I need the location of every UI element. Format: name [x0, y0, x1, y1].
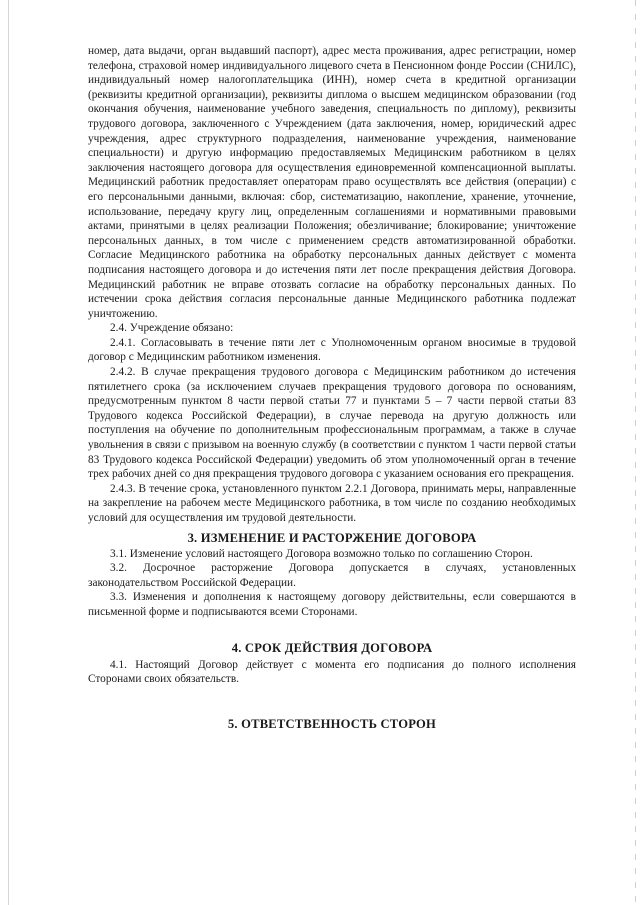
clause-4-1: 4.1. Настоящий Договор действует с момента его подписания до полного исполнения Сторонами своих обязательств. [88, 658, 576, 686]
clause-2-4-1: 2.4.1. Согласовывать в течение пяти лет с Уполномоченным органом вносимые в трудовой договор с Медицинским работником изменения. [88, 336, 576, 364]
clause-2-4: 2.4. Учреждение обязано: [110, 322, 234, 335]
section-5-title: 5. ОТВЕТСТВЕННОСТЬ СТОРОН [227, 716, 437, 731]
scan-edge-left [8, 0, 9, 905]
document-page [88, 44, 576, 732]
clause-2-4-3: 2.4.3. В течение срока, установленного пунктом 2.2.1 Договора, принимать меры, направленные на закрепление на рабочем месте Медицинского работника, в том числе по созданию необходимых условий для осуществления им трудовой деятельности. [88, 482, 576, 524]
section-3-title: 3. ИЗМЕНЕНИЕ И РАСТОРЖЕНИЕ ДОГОВОРА [187, 530, 477, 545]
continuation-paragraph: номер, дата выдачи, орган выдавший паспорт), адрес места проживания, адрес регистрации, номер телефона, страховой номер индивидуального лицевого счета в Пенсионном фонде России (СНИЛС), индивидуальный номер налогоплательщика (ИНН), номер счета в кредитной организации (реквизиты кредитной организации), реквизиты диплома о высшем медицинском образовании (год окончания обучения, наименование учебного заведения, специальность по диплому), реквизиты трудового договора, заключенного с Учреждением (дата заключения, номер, юридический адрес учреждения, адрес структурного подразделения, наименование учреждения, наименование специальности) и другую информацию предоставляемых Медицинским работником в целях заключения настоящего договора для осуществления единовременной компенсационной выплаты. Медицинский работник предоставляет операторам право осуществлять все действия (операции) с его персональными данными, включая: сбор, систематизацию, накопление, хранение, уточнение, использование, передачу кругу лиц, определенным соглашениями и нормативными правовыми актами, принятыми в целях реализации Положения; обезличивание; блокирование; уничтожение персональных данных, в том числе с применением средств автоматизированной обработки. Согласие Медицинского работника на обработку персональных данных действует с момента подписания настоящего договора и до истечения пяти лет после прекращения действия Договора. Медицинский работник не вправе отозвать согласие на обработку персональных данных. По истечении срока действия согласия персональные данные Медицинского работника подлежат уничтожению. [88, 45, 576, 320]
section-4-title: 4. СРОК ДЕЙСТВИЯ ДОГОВОРА [231, 640, 433, 655]
clause-3-2: 3.2. Досрочное расторжение Договора допускается в случаях, установленных законодательством Российской Федерации. [88, 562, 576, 589]
clause-3-1: 3.1. Изменение условий настоящего Договора возможно только по соглашению Сторон. [110, 547, 533, 560]
clause-2-4-2: 2.4.2. В случае прекращения трудового договора с Медицинским работником до истечения пятилетнего срока (за исключением случаев прекращения трудового договора по основаниям, предусмотренным пунктом 8 части первой статьи 77 и пунктами 5 – 7 части первой статьи 83 Трудового кодекса Российской Федерации), в случае перевода на другую должность или поступления на обучение по дополнительным профессиональным программам, а также в случае увольнения в связи с призывом на военную службу (в соответствии с пунктом 1 части первой статьи 83 Трудового кодекса Российской Федерации) уведомить об этом уполномоченный орган в течение трех рабочих дней со дня прекращения трудового договора с указанием основания его прекращения. [88, 366, 576, 481]
clause-3-3: 3.3. Изменения и дополнения к настоящему договору действительны, если совершаются в письменной форме и подписываются всеми Сторонами. [88, 591, 576, 618]
scan-edge-right [635, 0, 636, 905]
